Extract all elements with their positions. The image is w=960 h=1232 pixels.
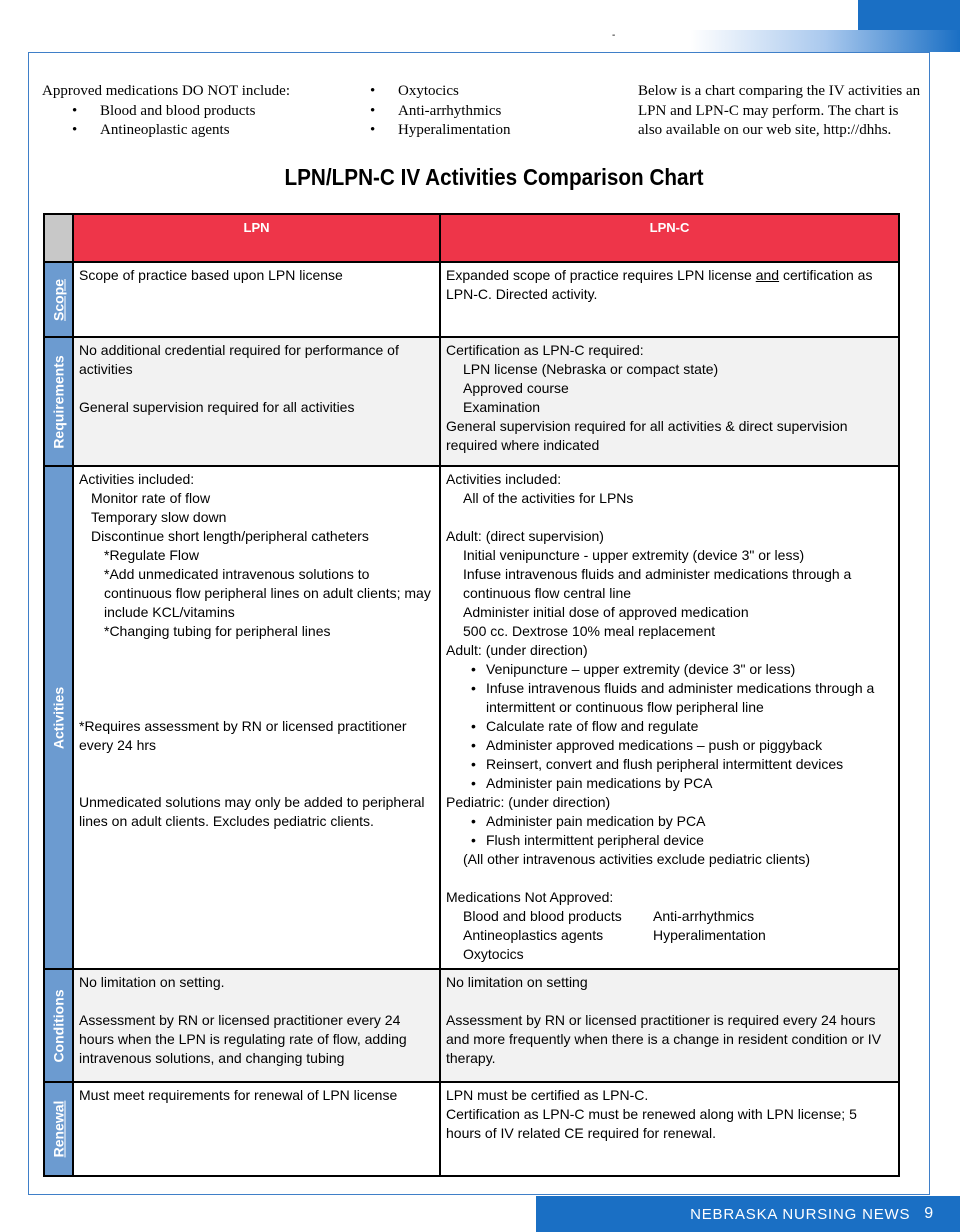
list-item: • Oxytocics xyxy=(370,82,610,102)
corner-accent-block xyxy=(858,0,960,30)
row-label-scope: Scope xyxy=(44,262,73,337)
renewal-lpnc-cell: LPN must be certified as LPN-C. Certification as LPN-C must be renewed along with LPN license; 5 hours of IV related CE required for renewal. xyxy=(440,1082,899,1176)
activities-lpn-cell: Activities included: Monitor rate of flow Temporary slow down Discontinue short length/peripheral catheters *Regulate Flow *Add unmedicated intravenous solutions to continuous flow peripheral lines on adult clients; may include KCL/vitamins *Changing tubing for peripheral lines *Requires assessment by RN or licensed practitioner every 24 hrs Unmedicated solutions may only be added to peripheral lines on adult clients. Excludes pediatric clients. xyxy=(73,466,440,969)
scope-lpnc-cell: Expanded scope of practice requires LPN license and certification as LPN-C. Directed activity. xyxy=(440,262,899,337)
table-header-row xyxy=(44,214,899,262)
row-label-requirements: Requirements xyxy=(44,337,73,466)
table-row-activities xyxy=(44,466,899,969)
scope-lpn-cell: Scope of practice based upon LPN license xyxy=(73,262,440,337)
header-mark: - xyxy=(612,30,616,41)
table-row-requirements xyxy=(44,337,899,466)
header-lpn: LPN xyxy=(73,214,440,262)
chart-title: LPN/LPN-C IV Activities Comparison Chart xyxy=(284,164,704,190)
row-label-activities: Activities xyxy=(44,466,73,969)
conditions-lpn-cell: No limitation on setting. Assessment by RN or licensed practitioner every 24 hours when the LPN is regulating rate of flow, adding intravenous solutions, and changing tubing xyxy=(73,969,440,1082)
intro-column-2 xyxy=(370,82,610,141)
requirements-lpnc-cell: Certification as LPN-C required: LPN license (Nebraska or compact state) Approved course Examination General supervision required for all activities & direct supervision required where indicated xyxy=(440,337,899,466)
table-row-conditions xyxy=(44,969,899,1082)
list-item: • Blood and blood products xyxy=(42,102,362,122)
activities-lpnc-cell: Activities included: All of the activities for LPNs Adult: (direct supervision) Initial venipuncture - upper extremity (device 3" or less) Infuse intravenous fluids and administer medications through a continuous flow central line Administer initial dose of approved medication 500 cc. Dextrose 10% meal replacement Adult: (under direction) • Venipuncture – upper extremity (device 3" or less) • Infuse intravenous fluids and administer medications through a intermittent or continuous flow peripheral line • Calculate rate of flow and regulate • Administer approved medications – push or piggyback • Reinsert, convert and flush peripheral intermittent devices • Administer pain medications by PCA Pediatric: (under direction) • Administer pain medication by PCA • Flush intermittent peripheral device (All other intravenous activities exclude pediatric clients) Medications Not Approved: Blood and blood products Anti-arrhythmics Antineoplastics agents Hyperalimentation Oxytocics xyxy=(440,466,899,969)
page-number: 9 xyxy=(924,1205,934,1222)
list-item: • Antineoplastic agents xyxy=(42,121,362,141)
intro-column-1 xyxy=(42,82,362,141)
table-row-scope xyxy=(44,262,899,337)
comparison-table xyxy=(43,213,900,1177)
list-item: • Hyperalimentation xyxy=(370,121,610,141)
requirements-lpn-cell: No additional credential required for performance of activities General supervision required for all activities xyxy=(73,337,440,466)
publication-name: NEBRASKA NURSING NEWS xyxy=(690,1205,911,1223)
header-blank-cell xyxy=(44,214,73,262)
list-item: • Anti-arrhythmics xyxy=(370,102,610,122)
intro-column-3: Below is a chart comparing the IV activities an LPN and LPN-C may perform. The chart is also available on our web site, http://dhhs. xyxy=(638,83,921,138)
conditions-lpnc-cell: No limitation on setting Assessment by RN or licensed practitioner is required every 24 hours and more frequently when there is a change in resident condition or IV therapy. xyxy=(440,969,899,1082)
row-label-conditions: Conditions xyxy=(44,969,73,1082)
renewal-lpn-cell: Must meet requirements for renewal of LPN license xyxy=(73,1082,440,1176)
table-row-renewal xyxy=(44,1082,899,1176)
header-gradient-bar xyxy=(690,30,960,52)
header-lpnc: LPN-C xyxy=(440,214,899,262)
row-label-renewal: Renewal xyxy=(44,1082,73,1176)
intro-heading: Approved medications DO NOT include: xyxy=(42,83,291,99)
footer-bar xyxy=(536,1196,960,1232)
